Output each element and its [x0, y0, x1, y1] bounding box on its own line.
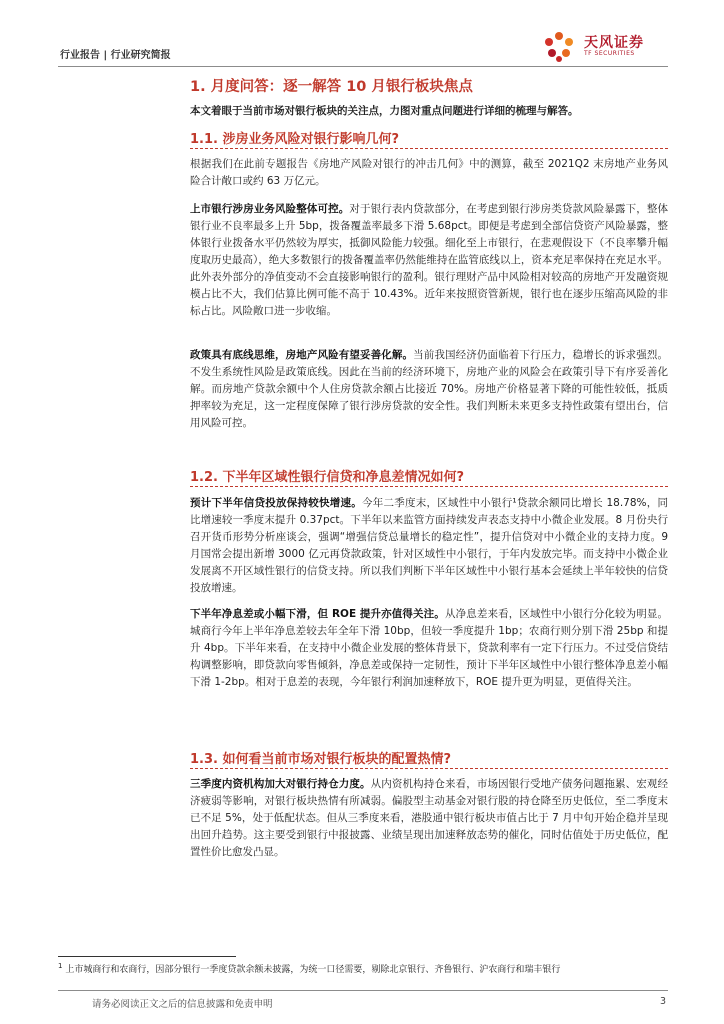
paragraph: [190, 201, 668, 320]
subsection-title-1-2: 1.2. 下半年区域性银行信贷和净息差情况如何?: [190, 470, 465, 485]
footnote-divider: [58, 956, 236, 957]
paragraph-lead: 上市银行涉房业务风险整体可控。: [190, 203, 350, 215]
paragraph: [190, 606, 668, 691]
footer-disclaimer: 请务必阅读正文之后的信息披露和免责申明: [92, 999, 273, 1010]
section-intro: 本文着眼于当前市场对银行板块的关注点，力图对重点问题进行详细的梳理与解答。: [190, 105, 579, 117]
subsection-title-1-3: 1.3. 如何看当前市场对银行板块的配置热情?: [190, 752, 452, 767]
paragraph: [190, 776, 668, 861]
subsection-divider: [190, 768, 668, 769]
paragraph-body: 从内资机构持仓来看，市场因银行受地产债务问题拖累、宏观经济疲弱等影响，对银行板块热情有所减弱。偏股型主动基金对银行股的持仓降至历史低位，至二季度末已不足 5%，处于低配状态。但从三季度来看，港股通中银行板块市值占比于 7 月中旬开始企稳并呈现出回升趋势。这主要受到银行中报披露、业绩呈现出加速释放态势的催化，同时估值处于历史低位，配置性价比愈发凸显。: [190, 778, 668, 858]
paragraph: [190, 495, 668, 597]
footer-divider: [58, 990, 668, 991]
paragraph-lead: 下半年净息差或小幅下滑，但 ROE 提升亦值得关注。: [190, 608, 445, 620]
footnote-mark: 1: [58, 962, 63, 970]
paragraph-body: 对于银行表内贷款部分，在考虑到银行涉房类贷款风险暴露下，整体银行业不良率最多上升 5bp，拨备覆盖率最多下滑 5.68pct。即便是考虑到全部信贷资产风险暴露，整体银行业拨备水平仍然较为厚实，抵御风险能力较强。细化至上市银行，在悲观假设下（不良率攀升幅度取历史最高），绝大多数银行的拨备覆盖率仍然能维持在监管底线以上，资本充足率保持在充足水平。此外表外部分的净值变动不会直接影响银行的盈利。银行理财产品中风险相对较高的房地产开发融资规模占比不大，我们估算比例可能不高于 10.43%。近年来按照资管新规，银行也在逐步压缩高风险的非标占比。风险敞口进一步收缩。: [190, 203, 668, 317]
page-number: 3: [659, 996, 666, 1007]
paragraph-lead: 三季度内资机构加大对银行持仓力度。: [190, 778, 371, 790]
footnote: [58, 962, 670, 975]
subsection-title-1-1: 1.1. 涉房业务风险对银行影响几何?: [190, 132, 400, 147]
company-logo: [538, 26, 668, 64]
paragraph-body: 今年二季度末，区域性中小银行¹贷款余额同比增长 18.78%，同比增速较一季度末提升 0.37pct。下半年以来监管方面持续发声表态支持中小微企业发展。8 月份央行召开货币形势分析座谈会，强调“增强信贷总量增长的稳定性”，提升信贷对中小微企业的支持力度。9 月国常会提出新增 3000 亿元再贷款政策，针对区域性中小银行，于年内发放完毕。而支持中小微企业发展离不开区域性银行的信贷支持。所以我们判断下半年区域性中小银行基本会延续上半年较快的信贷投放增速。: [190, 497, 668, 594]
footnote-text: 上市城商行和农商行，因部分银行一季度贷款余额未披露，为统一口径需要，剔除北京银行、齐鲁银行、沪农商行和瑞丰银行: [65, 965, 561, 975]
section-title: 1. 月度问答：逐一解答 10 月银行板块焦点: [190, 79, 473, 95]
subsection-divider: [190, 486, 668, 487]
subsection-divider: [190, 148, 668, 149]
report-type-label: 行业报告 | 行业研究简报: [60, 50, 171, 61]
paragraph: [190, 347, 668, 432]
paragraph-lead: 预计下半年信贷投放保持较快增速。: [190, 497, 362, 509]
paragraph-body: 从净息差来看，区域性中小银行分化较为明显。城商行今年上半年净息差较去年全年下滑 10bp，但较一季度提升 1bp；农商行则分别下滑 25bp 和提升 4bp。下半年来看，在支持中小微企业发展的整体背景下，贷款利率有一定下行压力。不过受信贷结构调整影响，即贷款向零售倾斜，净息差或保持一定韧性，预计下半年区域性中小银行整体净息差小幅下滑 1-2bp。相对于息差的表现，今年银行利润加速释放下，ROE 提升更为明显，更值得关注。: [190, 608, 668, 688]
page-header: [58, 36, 668, 67]
logo-flower-icon: [538, 28, 580, 64]
paragraph: 根据我们在此前专题报告《房地产风险对银行的冲击几何》中的测算，截至 2021Q2 末房地产业务风险合计敞口或约 63 万亿元。: [190, 158, 668, 187]
paragraph-body: 当前我国经济仍面临着下行压力，稳增长的诉求强烈。不发生系统性风险是政策底线。因此在当前的经济环境下，房地产业的风险会在政策引导下有序妥善化解。而房地产贷款余额中个人住房贷款余额占比接近 70%。房地产价格显著下降的可能性较低，抵质押率较为充足，这一定程度保障了银行涉房贷款的安全性。我们判断未来更多支持性政策有望出台，信用风险可控。: [190, 349, 668, 429]
logo-name-cn: 天风证券: [584, 35, 644, 51]
logo-name-en: TF SECURITIES: [584, 50, 635, 57]
paragraph-lead: 政策具有底线思维，房地产风险有望妥善化解。: [190, 349, 414, 361]
